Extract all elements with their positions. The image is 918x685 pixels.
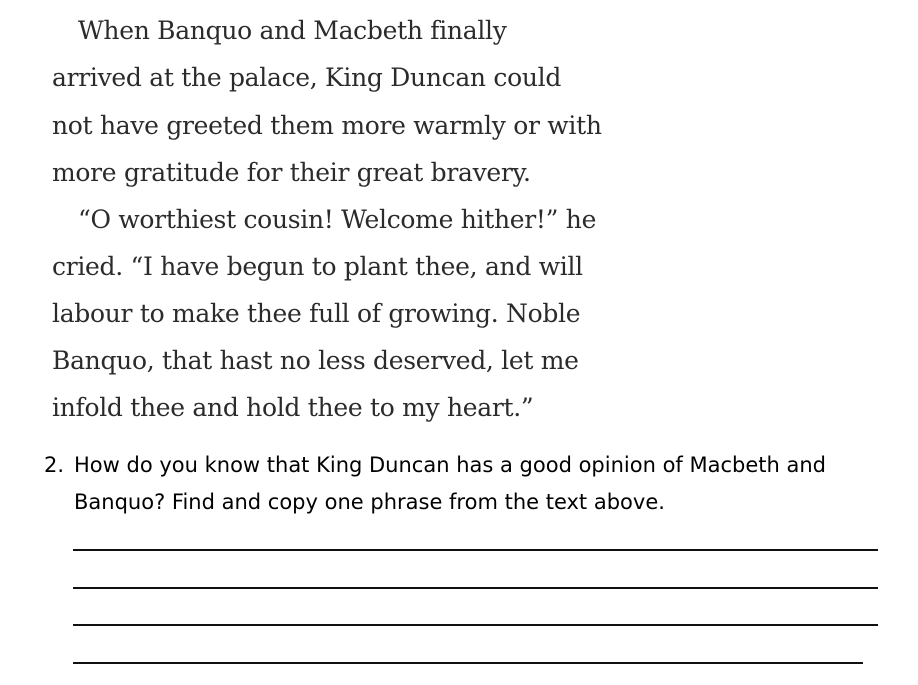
answer-writing-line[interactable] — [73, 549, 878, 551]
passage-line: labour to make thee full of growing. Noble — [52, 299, 581, 328]
passage-line: infold thee and hold thee to my heart.” — [52, 393, 534, 422]
passage-line: more gratitude for their great bravery. — [52, 158, 531, 187]
question-text-line-2: Banquo? Find and copy one phrase from the text above. — [74, 490, 665, 514]
passage-line: When Banquo and Macbeth finally — [78, 16, 507, 45]
passage-line: arrived at the palace, King Duncan could — [52, 63, 562, 92]
question-number: 2. — [44, 453, 65, 477]
question-text-line-1: How do you know that King Duncan has a good opinion of Macbeth and — [74, 453, 826, 477]
answer-writing-line[interactable] — [73, 587, 878, 589]
passage-line: not have greeted them more warmly or with — [52, 111, 602, 140]
passage-line: cried. “I have begun to plant thee, and will — [52, 252, 583, 281]
passage-line: Banquo, that hast no less deserved, let me — [52, 346, 579, 375]
passage-line: “O worthiest cousin! Welcome hither!” he — [78, 205, 597, 234]
answer-writing-line[interactable] — [73, 662, 863, 664]
answer-writing-line[interactable] — [73, 624, 878, 626]
